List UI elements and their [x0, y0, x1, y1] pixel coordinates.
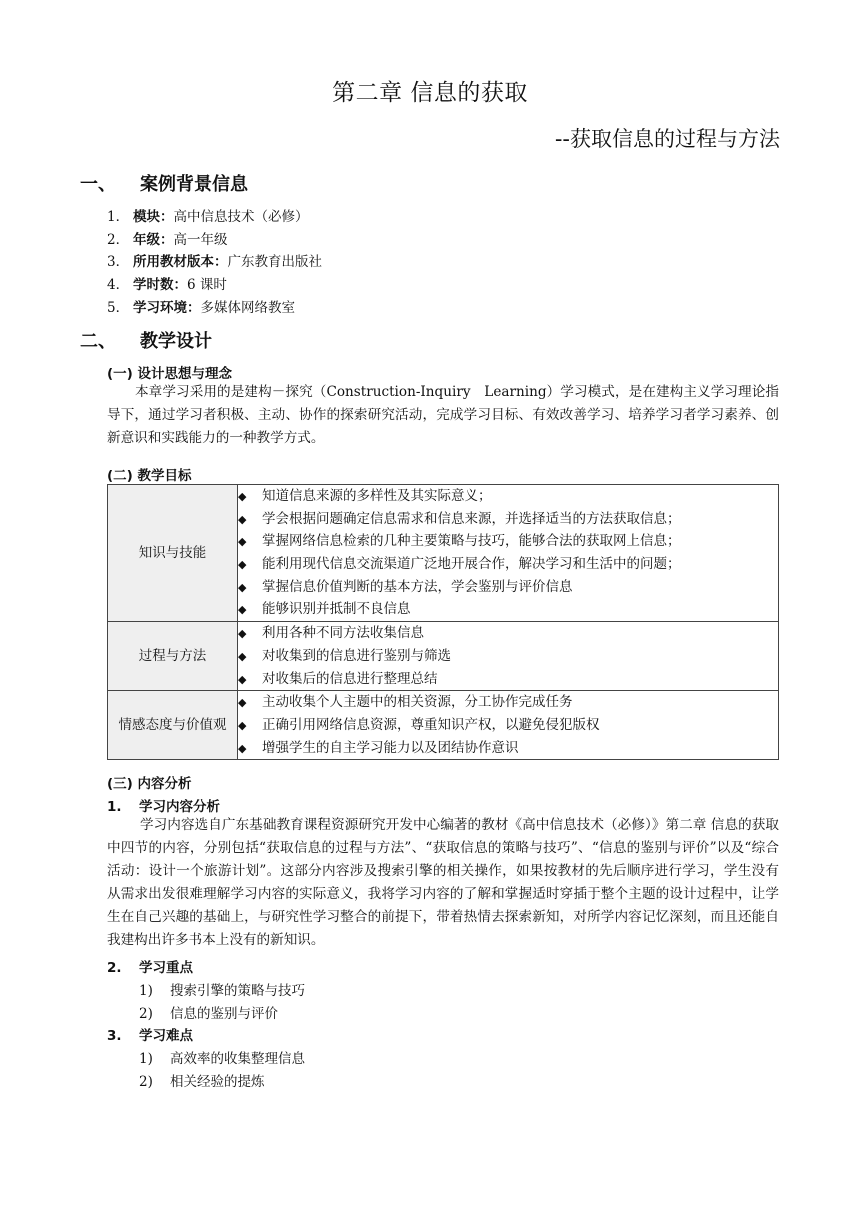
diamond-bullet-icon: ◆ — [238, 627, 247, 641]
item-value: 高中信息技术（必修） — [173, 209, 309, 225]
content-subheading: 1. 学习内容分析 — [107, 799, 220, 815]
diamond-bullet-icon: ◆ — [238, 558, 247, 572]
goal-item: ◆ 知道信息来源的多样性及其实际意义； — [238, 485, 778, 508]
item-label: 学习环境： — [133, 300, 201, 316]
goal-item: ◆ 利用各种不同方法收集信息 — [238, 622, 778, 645]
goal-item: ◆ 能利用现代信息交流渠道广泛地开展合作，解决学习和生活中的问题； — [238, 553, 778, 576]
goal-item: ◆ 对收集后的信息进行整理总结 — [238, 668, 778, 691]
section-heading-background — [80, 170, 248, 196]
section-title: 案例背景信息 — [140, 174, 248, 195]
table-row — [108, 622, 779, 691]
diamond-bullet-icon: ◆ — [238, 696, 247, 710]
item-value: 6 课时 — [187, 277, 227, 293]
item-label: 所用教材版本： — [133, 254, 228, 270]
diamond-bullet-icon: ◆ — [238, 535, 247, 549]
subsection-heading: (二) 教学目标 — [107, 468, 192, 484]
diamond-bullet-icon: ◆ — [238, 580, 247, 594]
diamond-bullet-icon: ◆ — [238, 649, 247, 663]
goal-items — [238, 485, 779, 622]
list-item: 2) 信息的鉴别与评价 — [139, 1006, 278, 1022]
goal-item: ◆ 增强学生的自主学习能力以及团结协作意识 — [238, 737, 778, 760]
goal-category: 情感态度与价值观 — [108, 691, 238, 760]
item-label: 学时数： — [133, 277, 187, 293]
section-number: 二、 — [80, 331, 116, 352]
subsection-heading: (三) 内容分析 — [107, 776, 192, 792]
list-item: 1) 搜索引擎的策略与技巧 — [139, 983, 305, 999]
list-item: 2) 相关经验的提炼 — [139, 1074, 265, 1090]
item-value: 高一年级 — [173, 232, 228, 248]
subsection-heading: (一) 设计思想与理念 — [107, 366, 233, 382]
diamond-bullet-icon: ◆ — [238, 490, 247, 503]
diamond-bullet-icon: ◆ — [238, 512, 247, 526]
section-heading-design — [80, 327, 212, 353]
section-title: 教学设计 — [140, 331, 212, 352]
diamond-bullet-icon: ◆ — [238, 718, 247, 732]
goal-item: ◆ 主动收集个人主题中的相关资源，分工协作完成任务 — [238, 691, 778, 714]
goal-item: ◆ 掌握信息价值判断的基本方法，学会鉴别与评价信息 — [238, 576, 778, 599]
list-item: 4． 学时数：6 课时 — [107, 277, 227, 293]
goal-item: ◆ 能够识别并抵制不良信息 — [238, 598, 778, 621]
item-value: 多媒体网络教室 — [200, 300, 295, 316]
table-row — [108, 485, 779, 622]
section-number: 一、 — [80, 174, 116, 195]
list-item: 2． 年级：高一年级 — [107, 232, 228, 248]
diamond-bullet-icon: ◆ — [238, 672, 247, 686]
page-subtitle: --获取信息的过程与方法 — [554, 127, 780, 151]
content-paragraph: 学习内容选自广东基础教育课程资源研究开发中心编著的教材《高中信息技术（必修）》第二章 信息的获取中四节的内容，分别包括“获取信息的过程与方法”、“获取信息的策略与技巧”、“信息的鉴别与评价”以及“综合活动：设计一个旅游计划”。这部分内容涉及搜索引擎的相关操作，如果按教材的先后顺序进行学习，学生没有从需求出发很难理解学习内容的实际意义，我将学习内容的了解和掌握适时穿插于整个主题的设计过程中，让学生在自己兴趣的基础上，与研究性学习整合的前提下，带着热情去探索新知，对所学内容记忆深刻，而且还能自我建构出许多书本上没有的新知识。 — [107, 817, 779, 948]
design-paragraph: 本章学习采用的是建构－探究（Construction-Inquiry Learning）学习模式，是在建构主义学习理论指导下，通过学习者积极、主动、协作的探索研究活动，完成学习目标、有效改善学习、培养学习者学习素养、创新意识和实践能力的一种教学方式。 — [107, 384, 779, 446]
goal-item: ◆ 对收集到的信息进行鉴别与筛选 — [238, 645, 778, 668]
content-subheading: 2. 学习重点 — [107, 960, 193, 976]
item-label: 年级： — [133, 232, 174, 248]
goal-item: ◆ 掌握网络信息检索的几种主要策略与技巧，能够合法的获取网上信息； — [238, 530, 778, 553]
content-subheading: 3. 学习难点 — [107, 1028, 193, 1044]
list-item: 1． 模块：高中信息技术（必修） — [107, 209, 309, 225]
item-label: 模块： — [133, 209, 174, 225]
page-title: 第二章 信息的获取 — [332, 80, 528, 106]
list-item: 5． 学习环境：多媒体网络教室 — [107, 300, 295, 316]
goals-table — [107, 484, 779, 760]
table-row — [108, 691, 779, 760]
diamond-bullet-icon: ◆ — [238, 603, 247, 617]
goal-category: 过程与方法 — [108, 622, 238, 691]
goal-item: ◆ 学会根据问题确定信息需求和信息来源，并选择适当的方法获取信息； — [238, 508, 778, 531]
diamond-bullet-icon: ◆ — [238, 741, 247, 755]
list-item: 1) 高效率的收集整理信息 — [139, 1051, 305, 1067]
item-value: 广东教育出版社 — [227, 254, 322, 270]
goal-category: 知识与技能 — [108, 485, 238, 622]
list-item: 3． 所用教材版本：广东教育出版社 — [107, 254, 322, 270]
goal-items — [238, 622, 779, 691]
goal-items — [238, 691, 779, 760]
goal-item: ◆ 正确引用网络信息资源，尊重知识产权，以避免侵犯版权 — [238, 714, 778, 737]
